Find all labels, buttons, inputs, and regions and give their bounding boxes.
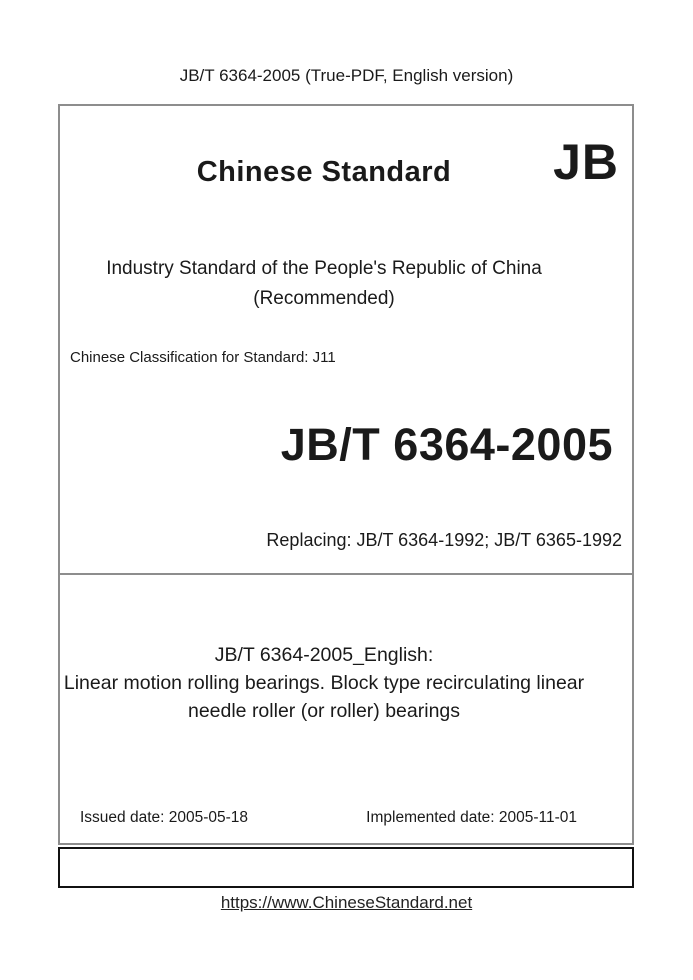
implemented-date: Implemented date: 2005-11-01 xyxy=(366,809,577,826)
empty-footer-box xyxy=(58,847,634,888)
issued-date: Issued date: 2005-05-18 xyxy=(80,809,249,826)
english-title-block xyxy=(60,641,588,725)
issuing-org-block xyxy=(60,254,588,314)
cover-bottom-section xyxy=(60,575,632,843)
document-footer xyxy=(0,893,693,913)
english-title-heading: JB/T 6364-2005_English: xyxy=(214,644,434,666)
recommended-label: (Recommended) xyxy=(253,288,395,309)
english-title-line: Linear motion rolling bearings. Block type recirculating linear xyxy=(63,672,585,694)
issuing-org-line: Industry Standard of the People's Republic of China xyxy=(106,258,542,279)
cover-top-section xyxy=(60,106,632,575)
brand-title: Chinese Standard xyxy=(196,156,452,188)
cover-main-box xyxy=(58,104,634,845)
english-title-line: needle roller (or roller) bearings xyxy=(187,700,461,722)
dates-row xyxy=(80,809,577,827)
replacing-note: Replacing: JB/T 6364-1992; JB/T 6365-1992 xyxy=(266,530,622,550)
classification-label: Chinese Classification for Standard: J11 xyxy=(70,349,336,366)
chinesestandard-link[interactable]: https://www.ChineseStandard.net xyxy=(220,893,473,912)
document-header-title: JB/T 6364-2005 (True-PDF, English version) xyxy=(179,66,514,85)
standard-prefix-logo: JB xyxy=(553,134,619,190)
standard-number: JB/T 6364-2005 xyxy=(280,419,613,470)
